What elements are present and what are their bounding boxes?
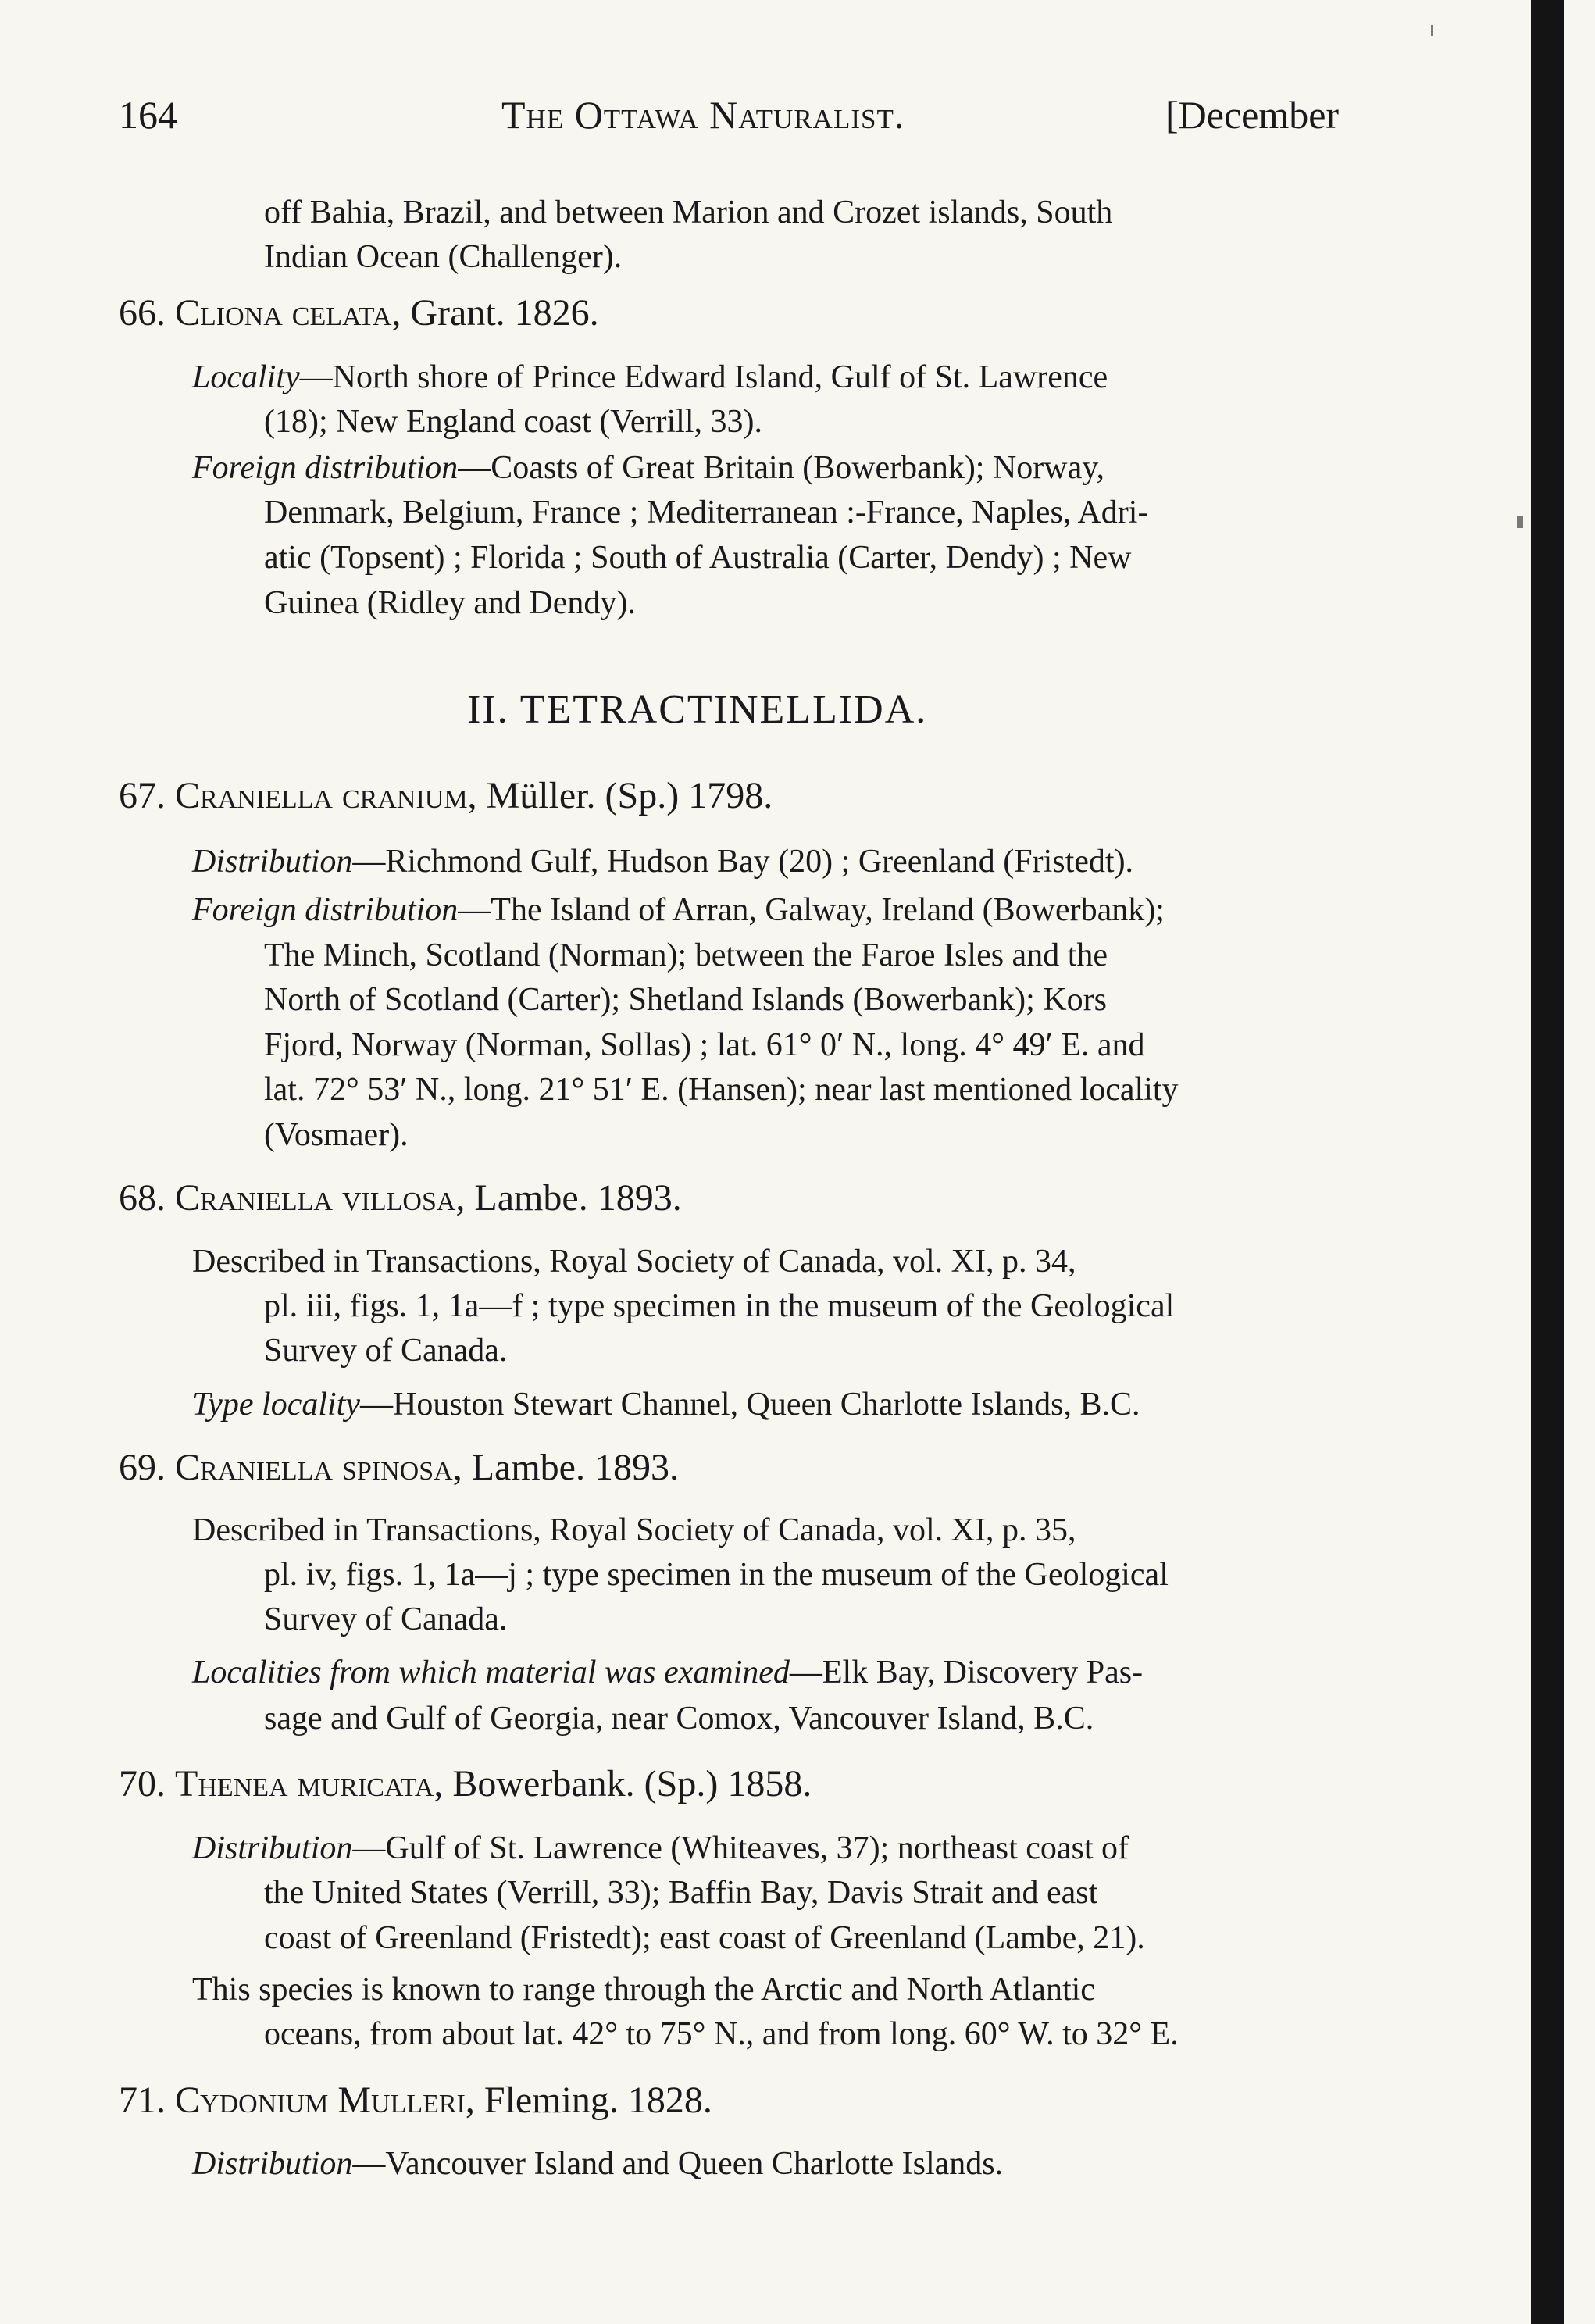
body-line: This species is known to range through the Arctic and North Atlantic	[192, 1972, 1095, 2008]
species-name: Craniella spinosa,	[175, 1447, 462, 1488]
body-line: Guinea (Ridley and Dendy).	[264, 585, 636, 621]
body-line: coast of Greenland (Fristedt); east coast of Greenland (Lambe, 21).	[264, 1920, 1145, 1956]
species-heading-66	[119, 291, 599, 335]
entry-number: 68.	[119, 1177, 166, 1219]
field-label: Type locality	[192, 1387, 360, 1423]
field-label: Distribution	[192, 844, 353, 880]
body-line: Fjord, Norway (Norman, Sollas) ; lat. 61° 0′ N., long. 4° 49′ E. and	[264, 1027, 1145, 1063]
species-authority: Müller. (Sp.) 1798.	[476, 775, 773, 816]
species-authority: Lambe. 1893.	[465, 1177, 682, 1219]
body-line: The Minch, Scotland (Norman); between the Faroe Isles and the	[264, 937, 1108, 973]
body-line: Described in Transactions, Royal Society of Canada, vol. XI, p. 34,	[192, 1244, 1076, 1280]
body-line: Described in Transactions, Royal Society of Canada, vol. XI, p. 35,	[192, 1512, 1076, 1548]
species-heading-70	[119, 1762, 812, 1806]
body-line	[192, 1826, 1129, 1871]
journal-title: The Ottawa Naturalist.	[501, 93, 905, 137]
entry-number: 67.	[119, 775, 166, 816]
body-line	[192, 1651, 1143, 1695]
body-line: pl. iii, figs. 1, 1a—f ; type specimen in the museum of the Geological	[264, 1288, 1175, 1324]
field-text: —The Island of Arran, Galway, Ireland (Bowerbank);	[458, 892, 1165, 928]
species-heading-71	[119, 2078, 712, 2122]
field-label: Foreign distribution	[192, 450, 459, 486]
field-text: —Elk Bay, Discovery Pas-	[789, 1655, 1144, 1690]
body-line: Indian Ocean (Challenger).	[264, 239, 623, 275]
body-line: off Bahia, Brazil, and between Marion and Crozet islands, South	[264, 195, 1113, 230]
species-authority: Bowerbank. (Sp.) 1858.	[443, 1763, 812, 1805]
field-label: Localities from which material was examined	[192, 1655, 790, 1690]
entry-number: 69.	[119, 1447, 166, 1488]
field-label: Foreign distribution	[192, 892, 459, 928]
body-line	[192, 355, 1108, 400]
species-name: Thenea muricata,	[175, 1763, 444, 1805]
field-text: —Houston Stewart Channel, Queen Charlotte Islands, B.C.	[359, 1387, 1140, 1423]
species-authority: Grant. 1826.	[401, 292, 599, 334]
body-line	[192, 2142, 1003, 2187]
field-label: Distribution	[192, 1830, 353, 1866]
species-name: Cydonium Mulleri,	[175, 2079, 475, 2121]
scan-speck	[1431, 25, 1433, 36]
body-line: (18); New England coast (Verrill, 33).	[264, 404, 762, 440]
species-heading-67	[119, 773, 773, 818]
body-line: Survey of Canada.	[264, 1601, 508, 1637]
body-line: lat. 72° 53′ N., long. 21° 51′ E. (Hansen); near last mentioned locality	[264, 1072, 1179, 1108]
scan-speck	[1517, 516, 1523, 528]
body-line	[192, 888, 1165, 933]
field-text: —Vancouver Island and Queen Charlotte Islands.	[352, 2146, 1004, 2182]
body-line: Survey of Canada.	[264, 1333, 508, 1369]
issue-month: [December	[1165, 93, 1340, 137]
species-authority: Lambe. 1893.	[462, 1447, 679, 1488]
body-line: (Vosmaer).	[264, 1117, 409, 1153]
body-line: oceans, from about lat. 42° to 75° N., and from long. 60° W. to 32° E.	[264, 2016, 1179, 2052]
species-name: Cliona celata,	[175, 292, 401, 334]
body-line: atic (Topsent) ; Florida ; South of Australia (Carter, Dendy) ; New	[264, 540, 1132, 576]
body-line: pl. iv, figs. 1, 1a—j ; type specimen in the museum of the Geological	[264, 1557, 1169, 1593]
page-number: 164	[119, 93, 177, 137]
field-text: —Gulf of St. Lawrence (Whiteaves, 37); northeast coast of	[352, 1830, 1129, 1866]
body-line: North of Scotland (Carter); Shetland Islands (Bowerbank); Kors	[264, 982, 1107, 1018]
body-line	[192, 446, 1104, 491]
species-name: Craniella cranium,	[175, 775, 477, 816]
body-line	[192, 1383, 1140, 1427]
field-label: Locality	[192, 359, 300, 395]
section-title: II. TETRACTINELLIDA.	[467, 687, 928, 732]
field-label: Distribution	[192, 2146, 353, 2182]
species-heading-68	[119, 1176, 682, 1220]
body-line: Denmark, Belgium, France ; Mediterranean :-France, Naples, Adri-	[264, 494, 1149, 530]
body-line: sage and Gulf of Georgia, near Comox, Vancouver Island, B.C.	[264, 1701, 1094, 1737]
body-line	[192, 840, 1133, 884]
species-name: Craniella villosa,	[175, 1177, 466, 1219]
body-line: the United States (Verrill, 33); Baffin Bay, Davis Strait and east	[264, 1875, 1098, 1911]
field-text: —Coasts of Great Britain (Bowerbank); Norway,	[458, 450, 1105, 486]
field-text: —Richmond Gulf, Hudson Bay (20) ; Greenland (Fristedt).	[352, 844, 1134, 880]
species-authority: Fleming. 1828.	[474, 2079, 712, 2121]
entry-number: 70.	[119, 1763, 166, 1805]
species-heading-69	[119, 1445, 679, 1490]
running-header	[119, 92, 1392, 147]
field-text: —North shore of Prince Edward Island, Gulf of St. Lawrence	[299, 359, 1108, 395]
entry-number: 71.	[119, 2079, 166, 2121]
entry-number: 66.	[119, 292, 166, 334]
page-edge-shadow	[1531, 0, 1564, 2324]
